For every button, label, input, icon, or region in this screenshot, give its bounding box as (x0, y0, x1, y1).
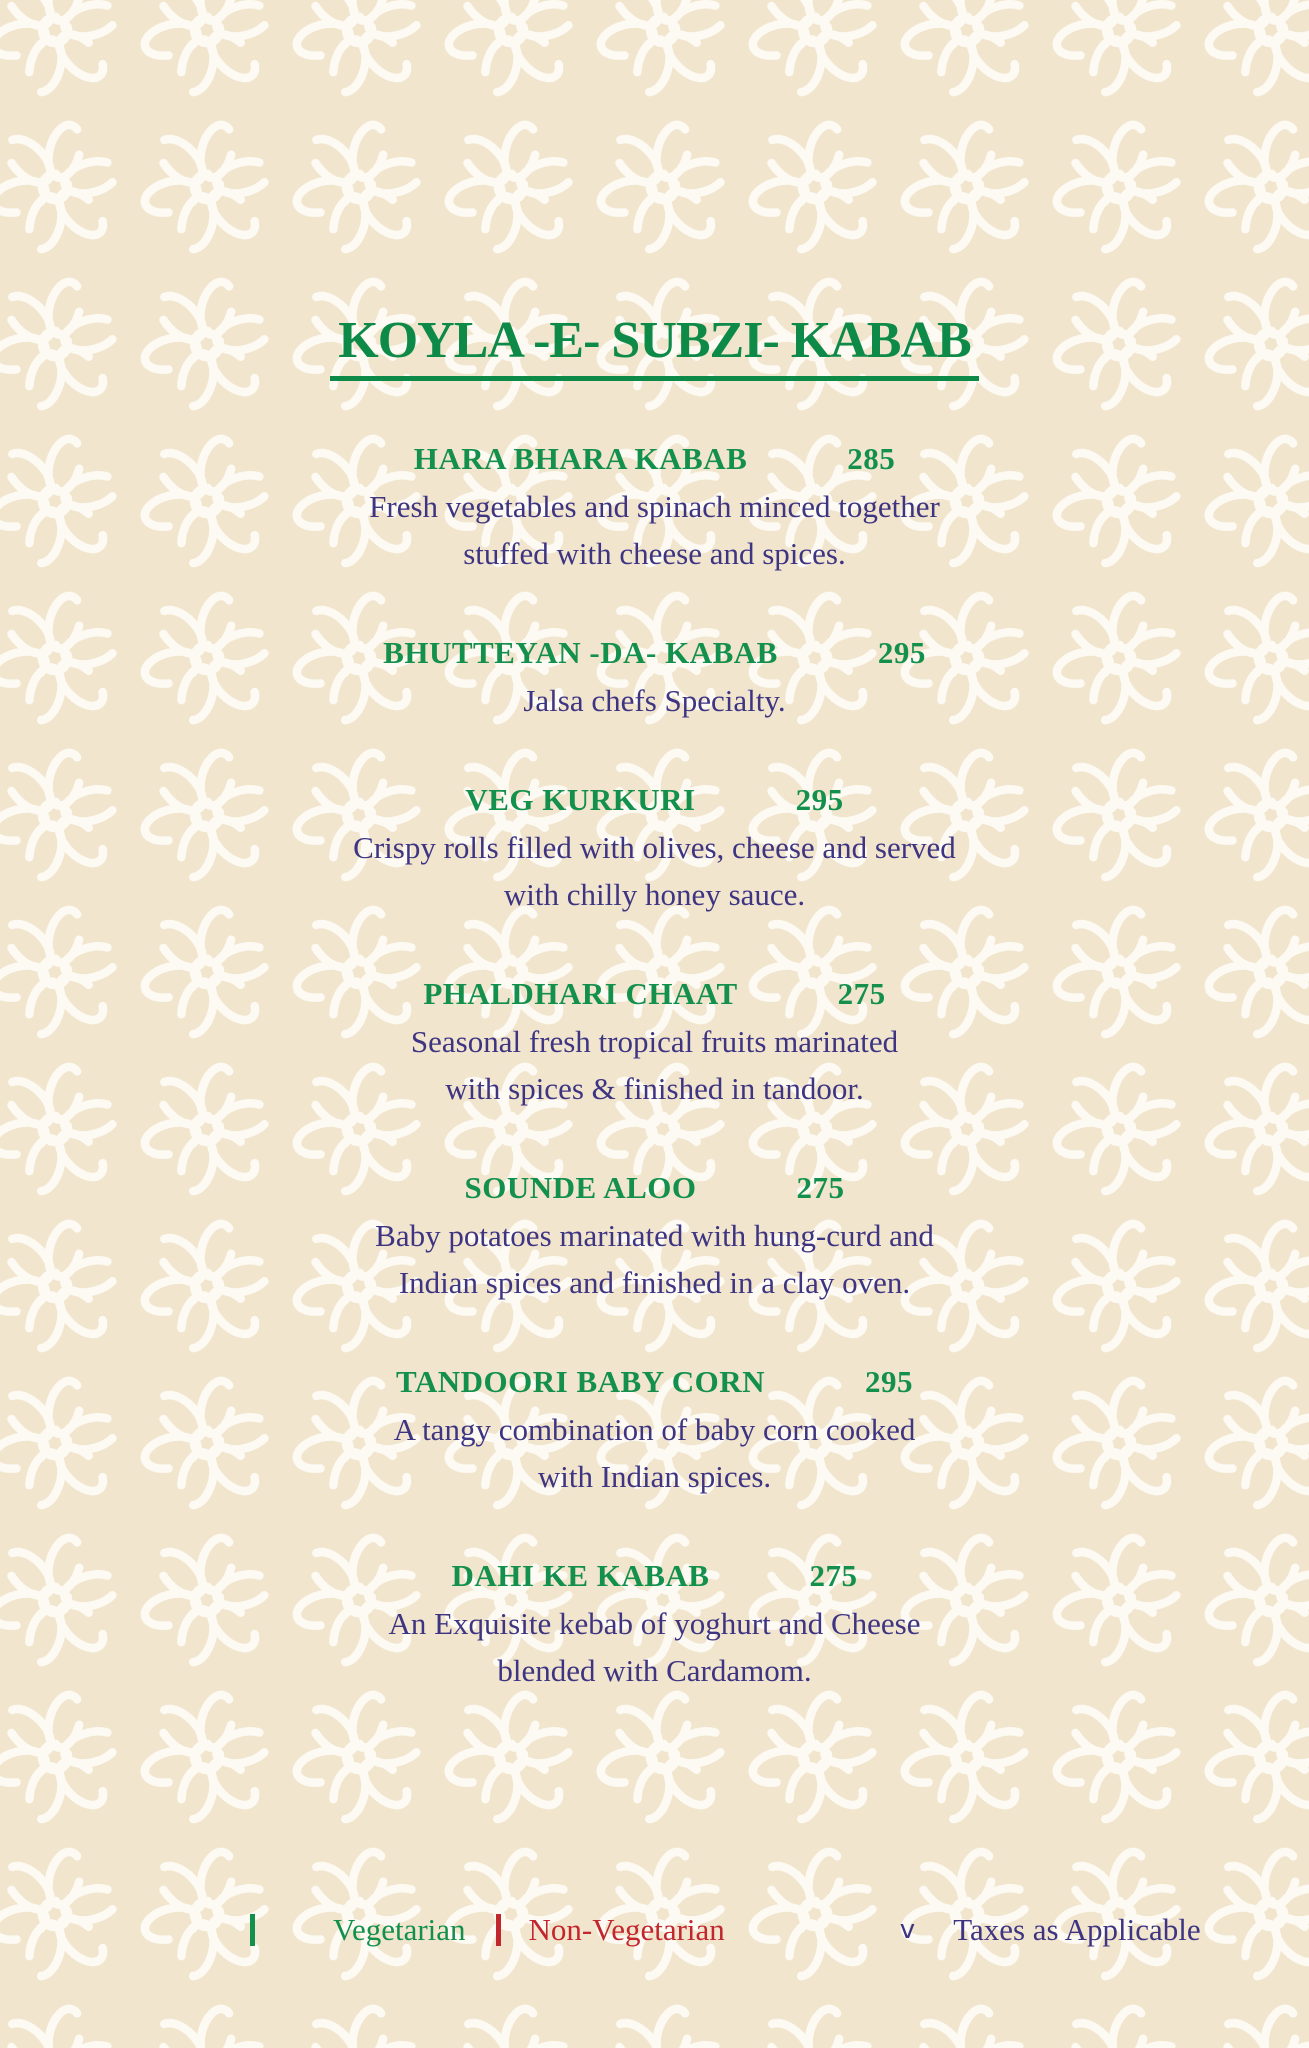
menu-item-description (0, 824, 1309, 918)
section-title-row (0, 0, 1309, 435)
menu-item (0, 970, 1309, 1112)
menu-item-price: 285 (847, 441, 896, 477)
menu-item-header (0, 1164, 1309, 1212)
menu-item-description-line: blended with Cardamom. (497, 1653, 812, 1689)
menu-item-header (0, 776, 1309, 824)
veg-indicator-bar-icon (250, 1914, 255, 1946)
menu-item-description-line: with spices & finished in tandoor. (445, 1071, 864, 1107)
menu-item-list (0, 435, 1309, 1694)
menu-item-name: DAHI KE KABAB (451, 1558, 710, 1594)
section-title: KOYLA -E- SUBZI- KABAB (330, 310, 978, 381)
menu-item-description-line: A tangy combination of baby corn cooked (393, 1412, 916, 1448)
menu-item-price: 275 (796, 1170, 845, 1206)
menu-item-description (0, 1212, 1309, 1306)
menu-item-name: VEG KURKURI (465, 782, 696, 818)
nonveg-label: Non-Vegetarian (528, 1912, 725, 1947)
menu-item-header (0, 970, 1309, 1018)
menu-item-description-line: Seasonal fresh tropical fruits marinated (410, 1024, 899, 1060)
menu-item-header (0, 1552, 1309, 1600)
menu-item-description-line: Jalsa chefs Specialty. (523, 683, 786, 719)
menu-item-description (0, 483, 1309, 577)
menu-item-name: PHALDHARI CHAAT (423, 976, 738, 1012)
tax-label: Taxes as Applicable (953, 1912, 1201, 1947)
menu-item-description-line: Crispy rolls filled with olives, cheese and served (353, 830, 956, 866)
menu-item-price: 295 (877, 635, 926, 671)
menu-item-description-line: with Indian spices. (537, 1459, 772, 1495)
menu-item-description (0, 677, 1309, 724)
menu-item-price: 295 (864, 1364, 913, 1400)
menu-item-price: 275 (837, 976, 886, 1012)
menu-item (0, 1552, 1309, 1694)
menu-item-name: HARA BHARA KABAB (413, 441, 748, 477)
nonveg-indicator-bar-icon (496, 1914, 501, 1946)
menu-item-name: BHUTTEYAN -DA- KABAB (383, 635, 778, 671)
menu-item-description-line: An Exquisite kebab of yoghurt and Cheese (388, 1606, 921, 1642)
menu-item-description-line: Baby potatoes marinated with hung-curd and (375, 1218, 934, 1254)
menu-item (0, 435, 1309, 577)
menu-item (0, 629, 1309, 724)
menu-item-description-line: Indian spices and finished in a clay oven. (398, 1265, 911, 1301)
menu-item-price: 295 (795, 782, 844, 818)
menu-item (0, 1358, 1309, 1500)
menu-item-name: TANDOORI BABY CORN (396, 1364, 765, 1400)
menu-item (0, 1164, 1309, 1306)
menu-item (0, 776, 1309, 918)
menu-item-description (0, 1018, 1309, 1112)
tax-marker: v (899, 1915, 916, 1945)
menu-item-description (0, 1406, 1309, 1500)
menu-item-header (0, 1358, 1309, 1406)
menu-item-price: 275 (809, 1558, 858, 1594)
veg-label: Vegetarian (333, 1912, 466, 1947)
menu-item-header (0, 435, 1309, 483)
legend (250, 1912, 1201, 1948)
menu-item-description (0, 1600, 1309, 1694)
menu-item-header (0, 629, 1309, 677)
menu-item-name: SOUNDE ALOO (464, 1170, 697, 1206)
menu-item-description-line: with chilly honey sauce. (503, 877, 806, 913)
menu-item-description-line: stuffed with cheese and spices. (463, 536, 846, 572)
menu-item-description-line: Fresh vegetables and spinach minced together (369, 489, 940, 525)
